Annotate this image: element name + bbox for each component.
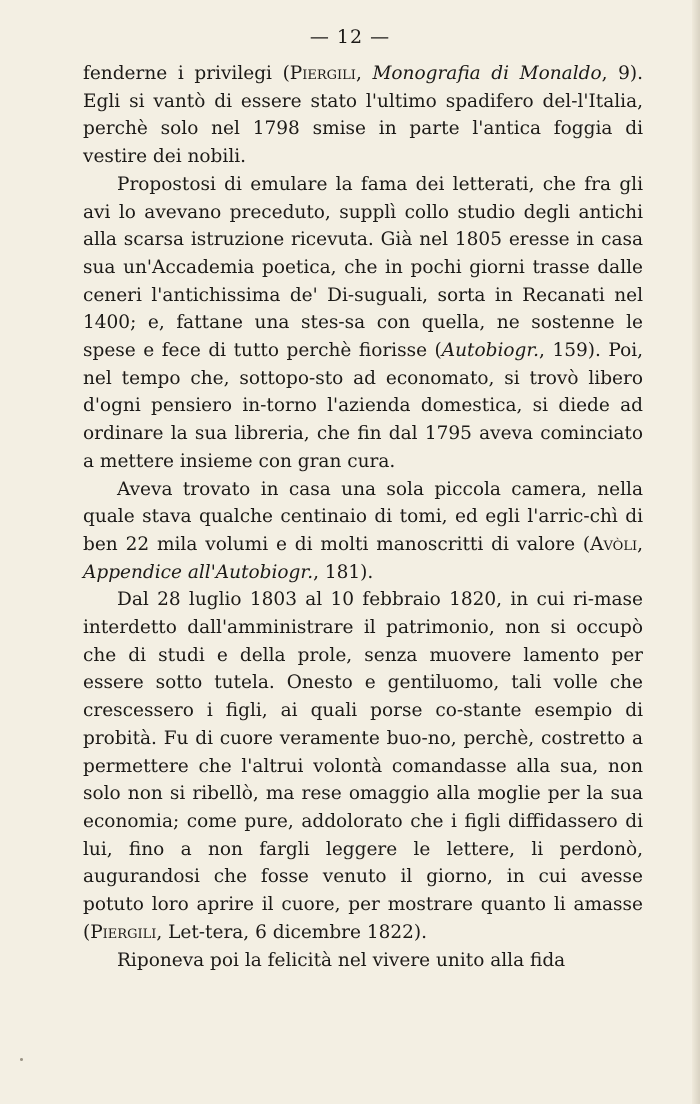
text-run: Dal 28 luglio 1803 al 10 febbraio 1820, in cui ri-mase interdetto dall'amministrare il patrimonio, non si occupò che di studi e della prole, senza muovere lamento per essere sotto tutela. Onesto e gentiluomo, tali volle che crescessero i figli, ai quali porse co-stante esempio di probità. Fu di cuore veramente buo-no, perchè, costretto a permettere che l'altrui volontà comandasse alla sua, non solo non si ribellò, ma rese omaggio alla moglie per la sua economia; come pure, addolorato che i figli diffidassero di lui, fino a non fargli leggere le lettere, li perdonò, augurandosi che fosse venuto il giorno, in cui avesse potuto loro aprire il cuore, per mostrare quanto li amasse ( [83,589,643,943]
text-run: , [637,533,643,555]
text-run: , Let-tera, 6 dicembre 1822). [156,921,428,943]
paper-speck [20,1058,23,1061]
text-run: , 159). Poi, nel tempo che, sottopo-sto ad economato, si trovò libero d'ogni pensiero in-torno l'azienda domestica, si diede ad ordinare la sua libreria, che fin dal 1795 aveva cominciato a mettere insieme con gran cura. [83,340,644,472]
text-run: Propostosi di emulare la fama dei letterati, che fra gli avi lo avevano preceduto, supplì collo studio degli antichi alla scarsa istruzione ricevuta. Già nel 1805 eresse in casa sua un'Accademia poetica, che in pochi giorni trasse dalle ceneri l'antichissima de' Di-suguali, sorta in Recanati nel 1400; e, fattane una stes-sa con quella, ne sostenne le spese e fece di tutto perchè fiorisse ( [83,173,643,362]
paragraph [83,476,643,587]
body-text [83,60,643,974]
paragraph [83,171,643,476]
citation-author: Avòli [590,533,638,555]
citation-title: Autobiogr. [441,340,540,362]
page-number: — 12 — [309,26,391,48]
text-run: Aveva trovato in casa una sola piccola camera, nella quale stava qualche centinaio di tomi, ed egli l'arric-chì di ben 22 mila volumi e di molti manoscritti di valore ( [83,478,643,555]
text-run: , [355,63,373,84]
citation-title: Appendice all'Autobiogr. [83,561,314,583]
paragraph [83,947,643,975]
citation-author: Piergili [90,921,157,943]
paragraph [83,586,643,946]
paragraph [83,60,643,171]
citation-title: Monografia di Monaldo [372,63,602,84]
text-run: , 181). [313,561,374,583]
text-run: , 9). Egli si vantò di essere stato l'ultimo spadifero del-l'Italia, perchè solo nel 1798 smise in parte l'antica foggia di vestire dei nobili. [83,63,643,168]
text-run: fenderne i privilegi ( [83,63,290,84]
text-run: Riponeva poi la felicità nel vivere unito alla fida [117,949,566,971]
citation-author: Piergili [289,63,356,84]
page-edge-shadow [692,0,700,1104]
